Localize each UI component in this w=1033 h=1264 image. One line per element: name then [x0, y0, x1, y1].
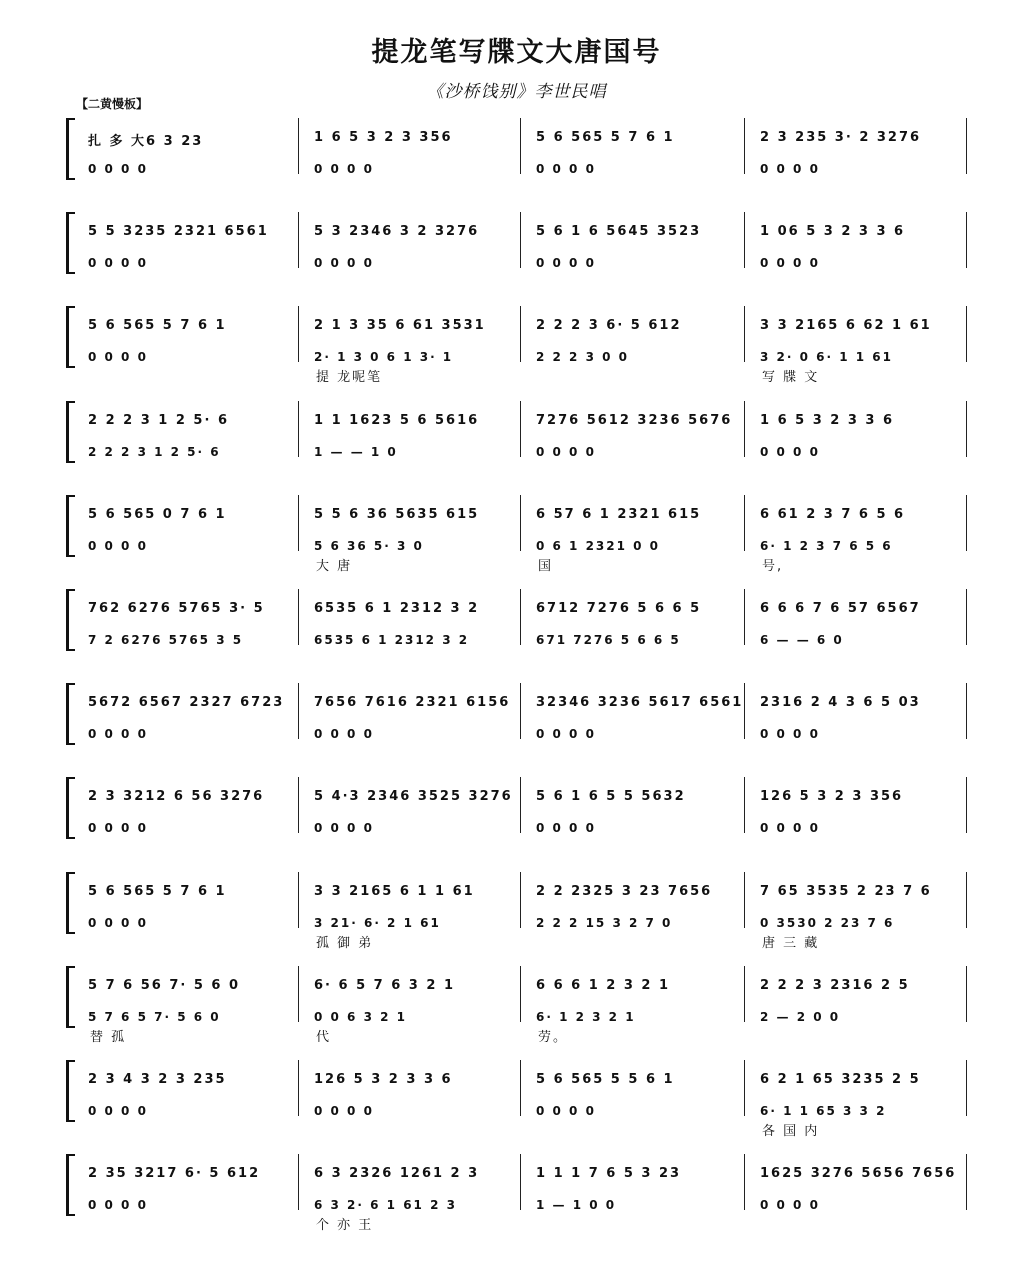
melody-notes: 126 5 3 2 3 3 6: [314, 1072, 453, 1087]
vocal-notes: 0 0 0 0: [536, 445, 596, 459]
vocal-notes: 6· 1 2 3 7 6 5 6: [760, 539, 893, 553]
melody-notes: 1 1 1 7 6 5 3 23: [536, 1166, 682, 1181]
vocal-notes: 0 0 0 0: [760, 445, 820, 459]
barline: [298, 683, 299, 739]
barline: [744, 777, 745, 833]
vocal-notes: 0 0 0 0: [314, 256, 374, 270]
barline: [520, 589, 521, 645]
barline: [966, 212, 967, 268]
melody-notes: 7 65 3535 2 23 7 6: [760, 884, 932, 899]
melody-notes: 5 6 1 6 5645 3523: [536, 224, 702, 239]
vocal-notes: 2 2 2 15 3 2 7 0: [536, 916, 673, 930]
vocal-notes: 0 0 0 0: [314, 821, 374, 835]
score-system: [0, 306, 1033, 386]
barline: [520, 495, 521, 551]
vocal-notes: 0 0 0 0: [88, 1198, 148, 1212]
vocal-notes: 0 0 0 0: [88, 350, 148, 364]
lyric-text: 各 国 内: [762, 1124, 820, 1139]
melody-notes: 6712 7276 5 6 6 5: [536, 601, 702, 616]
vocal-notes: 0 0 0 0: [536, 256, 596, 270]
melody-notes: 2 2 2 3 1 2 5· 6: [88, 413, 229, 428]
system-bracket: [66, 401, 75, 463]
melody-notes: 5 6 565 5 7 6 1: [536, 130, 675, 145]
melody-notes: 5 6 565 0 7 6 1: [88, 507, 227, 522]
vocal-notes: 0 0 0 0: [314, 162, 374, 176]
barline: [520, 1060, 521, 1116]
melody-notes: 6 6 6 1 2 3 2 1: [536, 978, 671, 993]
barline: [966, 683, 967, 739]
vocal-notes: 7 2 6276 5765 3 5: [88, 633, 244, 647]
barline: [744, 306, 745, 362]
score-system: [0, 966, 1033, 1046]
melody-notes: 6· 6 5 7 6 3 2 1: [314, 978, 455, 993]
melody-notes: 1 6 5 3 2 3 3 6: [760, 413, 895, 428]
melody-notes: 6 61 2 3 7 6 5 6: [760, 507, 906, 522]
melody-notes: 2 2 2 3 6· 5 612: [536, 318, 682, 333]
melody-notes: 2 3 4 3 2 3 235: [88, 1072, 227, 1087]
vocal-notes: 0 0 0 0: [88, 916, 148, 930]
barline: [298, 118, 299, 174]
tempo-marking: 【二黄慢板】: [76, 97, 149, 111]
vocal-notes: 0 3530 2 23 7 6: [760, 916, 895, 930]
melody-notes: 2316 2 4 3 6 5 03: [760, 695, 921, 710]
vocal-notes: 0 0 6 3 2 1: [314, 1010, 407, 1024]
vocal-notes: 0 0 0 0: [760, 162, 820, 176]
vocal-notes: 0 6 1 2321 0 0: [536, 539, 661, 553]
score-title: 提龙笔写牒文大唐国号: [371, 37, 662, 68]
vocal-notes: 1 — 1 0 0: [536, 1198, 617, 1212]
melody-notes: 7656 7616 2321 6156: [314, 695, 511, 710]
barline: [966, 118, 967, 174]
melody-notes: 6 2 1 65 3235 2 5: [760, 1072, 921, 1087]
melody-notes: 5 3 2346 3 2 3276: [314, 224, 480, 239]
vocal-notes: 0 0 0 0: [536, 162, 596, 176]
vocal-notes: 5 6 36 5· 3 0: [314, 539, 424, 553]
lyric-text: 劳。: [538, 1030, 569, 1045]
lyric-text: 孤 御 弟: [316, 936, 374, 951]
lyric-text: 唐 三 藏: [762, 936, 820, 951]
vocal-notes: 6535 6 1 2312 3 2: [314, 633, 470, 647]
barline: [966, 966, 967, 1022]
melody-notes: 5 6 565 5 7 6 1: [88, 884, 227, 899]
barline: [966, 872, 967, 928]
melody-notes: 6535 6 1 2312 3 2: [314, 601, 480, 616]
lyric-text: 号,: [762, 559, 784, 574]
score-system: [0, 683, 1033, 763]
vocal-notes: 2 2 2 3 1 2 5· 6: [88, 445, 221, 459]
barline: [298, 212, 299, 268]
melody-notes: 7276 5612 3236 5676: [536, 413, 733, 428]
vocal-notes: 6 3 2· 6 1 61 2 3: [314, 1198, 457, 1212]
system-bracket: [66, 966, 75, 1028]
vocal-notes: 2 — 2 0 0: [760, 1010, 841, 1024]
vocal-notes: 2 2 2 3 0 0: [536, 350, 629, 364]
vocal-notes: 0 0 0 0: [88, 256, 148, 270]
vocal-notes: 6· 1 1 65 3 3 2: [760, 1104, 887, 1118]
vocal-notes: 6 — — 6 0: [760, 633, 844, 647]
melody-notes: 5 4·3 2346 3525 3276: [314, 789, 513, 804]
vocal-notes: 2· 1 3 0 6 1 3· 1: [314, 350, 454, 364]
barline: [744, 1154, 745, 1210]
score-system: [0, 118, 1033, 198]
vocal-notes: 0 0 0 0: [536, 727, 596, 741]
system-bracket: [66, 118, 75, 180]
barline: [966, 589, 967, 645]
score-system: [0, 777, 1033, 857]
lyric-text: 提 龙呢笔: [316, 370, 383, 385]
melody-notes: 1 1 1623 5 6 5616: [314, 413, 480, 428]
lyric-text: 个 亦 王: [316, 1218, 374, 1233]
barline: [520, 118, 521, 174]
melody-notes: 762 6276 5765 3· 5: [88, 601, 265, 616]
barline: [744, 872, 745, 928]
barline: [966, 1060, 967, 1116]
melody-notes: 5 5 6 36 5635 615: [314, 507, 480, 522]
barline: [744, 401, 745, 457]
system-bracket: [66, 212, 75, 274]
barline: [520, 1154, 521, 1210]
vocal-notes: 0 0 0 0: [314, 727, 374, 741]
lyric-text: 替 孤: [90, 1030, 127, 1045]
score-system: [0, 589, 1033, 669]
barline: [298, 401, 299, 457]
vocal-notes: 0 0 0 0: [760, 821, 820, 835]
vocal-notes: 1 — — 1 0: [314, 445, 398, 459]
system-bracket: [66, 589, 75, 651]
barline: [298, 1154, 299, 1210]
barline: [520, 306, 521, 362]
vocal-notes: 3 21· 6· 2 1 61: [314, 916, 441, 930]
score-subtitle: 《沙桥饯别》李世民唱: [426, 82, 607, 102]
melody-notes: 2 2 2 3 2316 2 5: [760, 978, 910, 993]
vocal-notes: 0 0 0 0: [536, 821, 596, 835]
system-bracket: [66, 1154, 75, 1216]
barline: [744, 118, 745, 174]
barline: [520, 212, 521, 268]
lyric-text: 国: [538, 559, 554, 574]
system-bracket: [66, 306, 75, 368]
lyric-text: 大 唐: [316, 559, 353, 574]
melody-notes: 2 3 3212 6 56 3276: [88, 789, 265, 804]
barline: [966, 306, 967, 362]
vocal-notes: 0 0 0 0: [88, 539, 148, 553]
system-bracket: [66, 683, 75, 745]
vocal-notes: 0 0 0 0: [536, 1104, 596, 1118]
vocal-notes: 0 0 0 0: [760, 1198, 820, 1212]
melody-notes: 3 3 2165 6 62 1 61: [760, 318, 932, 333]
melody-notes: 5 6 565 5 7 6 1: [88, 318, 227, 333]
vocal-notes: 5 7 6 5 7· 5 6 0: [88, 1010, 221, 1024]
melody-notes: 2 3 235 3· 2 3276: [760, 130, 922, 145]
melody-notes: 3 3 2165 6 1 1 61: [314, 884, 475, 899]
system-bracket: [66, 777, 75, 839]
lyric-text: 写 牒 文: [762, 370, 820, 385]
barline: [966, 401, 967, 457]
barline: [744, 495, 745, 551]
barline: [298, 495, 299, 551]
barline: [298, 589, 299, 645]
barline: [298, 306, 299, 362]
barline: [298, 777, 299, 833]
barline: [966, 777, 967, 833]
melody-notes: 5672 6567 2327 6723: [88, 695, 285, 710]
score-system: [0, 872, 1033, 952]
vocal-notes: 0 0 0 0: [760, 727, 820, 741]
barline: [520, 683, 521, 739]
score-system: [0, 1060, 1033, 1140]
vocal-notes: 0 0 0 0: [88, 1104, 148, 1118]
barline: [744, 683, 745, 739]
vocal-notes: 0 0 0 0: [88, 727, 148, 741]
melody-notes: 2 2 2325 3 23 7656: [536, 884, 713, 899]
melody-notes: 5 6 565 5 5 6 1: [536, 1072, 675, 1087]
barline: [298, 1060, 299, 1116]
melody-notes: 6 6 6 7 6 57 6567: [760, 601, 921, 616]
melody-notes: 1625 3276 5656 7656: [760, 1166, 957, 1181]
score-system: [0, 212, 1033, 292]
melody-notes: 5 6 1 6 5 5 5632: [536, 789, 686, 804]
barline: [744, 212, 745, 268]
barline: [520, 401, 521, 457]
barline: [520, 872, 521, 928]
system-bracket: [66, 872, 75, 934]
barline: [298, 966, 299, 1022]
score-system: [0, 1154, 1033, 1234]
melody-notes: 5 5 3235 2321 6561: [88, 224, 269, 239]
barline: [520, 966, 521, 1022]
melody-notes: 6 3 2326 1261 2 3: [314, 1166, 480, 1181]
vocal-notes: 6· 1 2 3 2 1: [536, 1010, 636, 1024]
melody-notes: 32346 3236 5617 6561: [536, 695, 744, 710]
vocal-notes: 0 0 0 0: [88, 821, 148, 835]
score-system: [0, 495, 1033, 575]
barline: [744, 966, 745, 1022]
melody-notes: 2 1 3 35 6 61 3531: [314, 318, 486, 333]
vocal-notes: 0 0 0 0: [760, 256, 820, 270]
score-system: [0, 401, 1033, 481]
vocal-notes: 0 0 0 0: [314, 1104, 374, 1118]
melody-notes: 5 7 6 56 7· 5 6 0: [88, 978, 241, 993]
melody-notes: 1 06 5 3 2 3 3 6: [760, 224, 906, 239]
barline: [520, 777, 521, 833]
barline: [298, 872, 299, 928]
barline: [744, 589, 745, 645]
barline: [744, 1060, 745, 1116]
vocal-notes: 671 7276 5 6 6 5: [536, 633, 681, 647]
melody-notes: 6 57 6 1 2321 615: [536, 507, 702, 522]
melody-notes: 1 6 5 3 2 3 356: [314, 130, 453, 145]
system-bracket: [66, 495, 75, 557]
barline: [966, 1154, 967, 1210]
lyric-text: 代: [316, 1030, 332, 1045]
melody-notes: 扎 多 大6 3 23: [88, 134, 204, 149]
barline: [966, 495, 967, 551]
vocal-notes: 0 0 0 0: [88, 162, 148, 176]
system-bracket: [66, 1060, 75, 1122]
melody-notes: 126 5 3 2 3 356: [760, 789, 904, 804]
vocal-notes: 3 2· 0 6· 1 1 61: [760, 350, 893, 364]
melody-notes: 2 35 3217 6· 5 612: [88, 1166, 261, 1181]
